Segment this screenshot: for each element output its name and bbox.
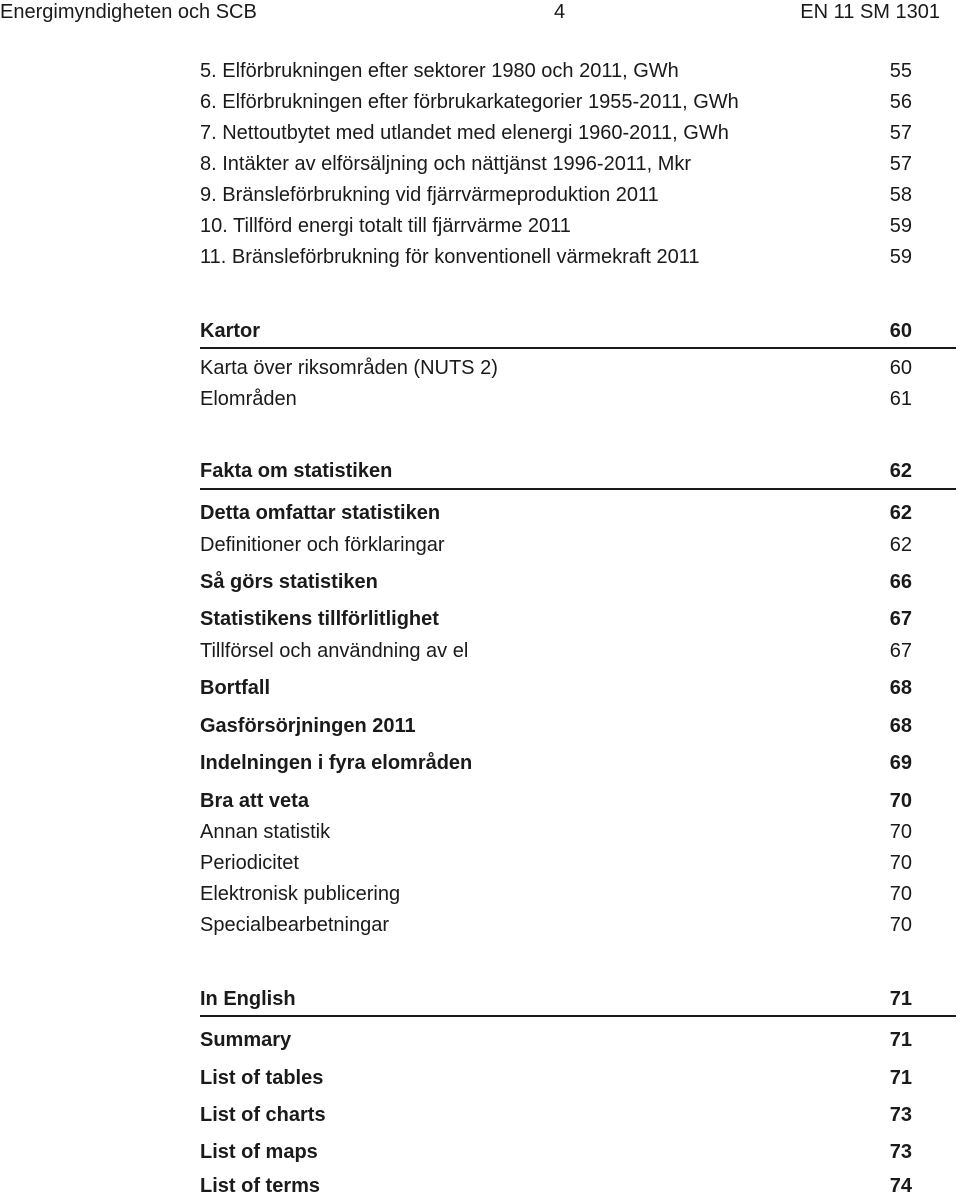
toc-entry-title: Bra att veta bbox=[200, 790, 309, 812]
toc-entry-title: 10. Tillförd energi totalt till fjärrvärme 2011 bbox=[200, 215, 571, 237]
toc-heading-page: 71 bbox=[889, 988, 912, 1010]
toc-entry-page: 67 bbox=[889, 608, 912, 630]
toc-entry-page: 70 bbox=[889, 821, 912, 843]
toc-entry-title: 6. Elförbrukningen efter förbrukarkategorier 1955-2011, GWh bbox=[200, 91, 739, 113]
toc-entry-page: 67 bbox=[889, 640, 912, 662]
toc-entry-title: 7. Nettoutbytet med utlandet med elenergi 1960-2011, GWh bbox=[200, 122, 729, 144]
toc-heading-title: Kartor bbox=[200, 320, 261, 342]
toc-entry-title: List of maps bbox=[200, 1141, 318, 1163]
toc-entry-page: 57 bbox=[889, 122, 912, 144]
toc-entry-title: Definitioner och förklaringar bbox=[200, 534, 445, 556]
header-report-id: EN 11 SM 1301 bbox=[800, 1, 940, 23]
toc-entry-page: 62 bbox=[889, 534, 912, 556]
section-divider bbox=[200, 488, 956, 490]
toc-entry-page: 73 bbox=[889, 1104, 912, 1126]
header-publisher: Energimyndigheten och SCB bbox=[0, 1, 257, 23]
toc-entry-page: 60 bbox=[889, 357, 912, 379]
toc-entry-page: 56 bbox=[889, 91, 912, 113]
toc-entry-page: 73 bbox=[889, 1141, 912, 1163]
toc-entry-title: List of terms bbox=[200, 1175, 321, 1197]
toc-entry-page: 66 bbox=[889, 571, 912, 593]
toc-entry-title: Specialbearbetningar bbox=[200, 914, 390, 936]
toc-entry-title: Statistikens tillförlitlighet bbox=[200, 608, 439, 630]
toc-entry-title: List of tables bbox=[200, 1067, 324, 1089]
toc-entry-page: 68 bbox=[889, 715, 912, 737]
toc-heading-page: 60 bbox=[889, 320, 912, 342]
toc-entry-title: Annan statistik bbox=[200, 821, 331, 843]
toc-entry-title: Detta omfattar statistiken bbox=[200, 502, 441, 524]
toc-entry-page: 61 bbox=[889, 388, 912, 410]
toc-entry-title: 8. Intäkter av elförsäljning och nättjänst 1996-2011, Mkr bbox=[200, 153, 692, 175]
toc-entry-title: Gasförsörjningen 2011 bbox=[200, 715, 416, 737]
toc-entry-page: 70 bbox=[889, 852, 912, 874]
toc-entry-title: Summary bbox=[200, 1029, 292, 1051]
toc-entry-title: List of charts bbox=[200, 1104, 326, 1126]
toc-entry-title: Indelningen i fyra elområden bbox=[200, 752, 473, 774]
toc-entry-title: Elområden bbox=[200, 388, 297, 410]
page-header bbox=[0, 0, 960, 30]
section-divider bbox=[200, 347, 956, 349]
toc-entry-page: 70 bbox=[889, 883, 912, 905]
toc-entry-page: 57 bbox=[889, 153, 912, 175]
toc-entry-page: 59 bbox=[889, 215, 912, 237]
toc-entry-page: 71 bbox=[889, 1067, 912, 1089]
toc-entry-title: 5. Elförbrukningen efter sektorer 1980 och 2011, GWh bbox=[200, 60, 679, 82]
toc-entry-page: 59 bbox=[889, 246, 912, 268]
toc-entry-title: Karta över riksområden (NUTS 2) bbox=[200, 357, 498, 379]
toc-entry-page: 69 bbox=[889, 752, 912, 774]
toc-entry-page: 70 bbox=[889, 790, 912, 812]
section-divider bbox=[200, 1015, 956, 1017]
toc-entry-page: 70 bbox=[889, 914, 912, 936]
toc-heading-page: 62 bbox=[889, 460, 912, 482]
toc-entry-page: 71 bbox=[889, 1029, 912, 1051]
header-page-number: 4 bbox=[554, 1, 566, 23]
toc-entry-page: 68 bbox=[889, 677, 912, 699]
toc-heading-title: In English bbox=[200, 988, 296, 1010]
toc-entry-title: Elektronisk publicering bbox=[200, 883, 401, 905]
toc-entry-title: Periodicitet bbox=[200, 852, 299, 874]
toc-entry-page: 62 bbox=[889, 502, 912, 524]
toc-entry-title: 9. Bränsleförbrukning vid fjärrvärmeproduktion 2011 bbox=[200, 184, 659, 206]
toc-entry-page: 58 bbox=[889, 184, 912, 206]
toc-entry-page: 74 bbox=[889, 1175, 912, 1197]
toc-entry-title: Så görs statistiken bbox=[200, 571, 378, 593]
toc-entry-title: 11. Bränsleförbrukning för konventionell värmekraft 2011 bbox=[200, 246, 700, 268]
toc-entry-page: 55 bbox=[889, 60, 912, 82]
toc-heading-title: Fakta om statistiken bbox=[200, 460, 393, 482]
toc-entry-title: Bortfall bbox=[200, 677, 270, 699]
toc-entry-title: Tillförsel och användning av el bbox=[200, 640, 469, 662]
